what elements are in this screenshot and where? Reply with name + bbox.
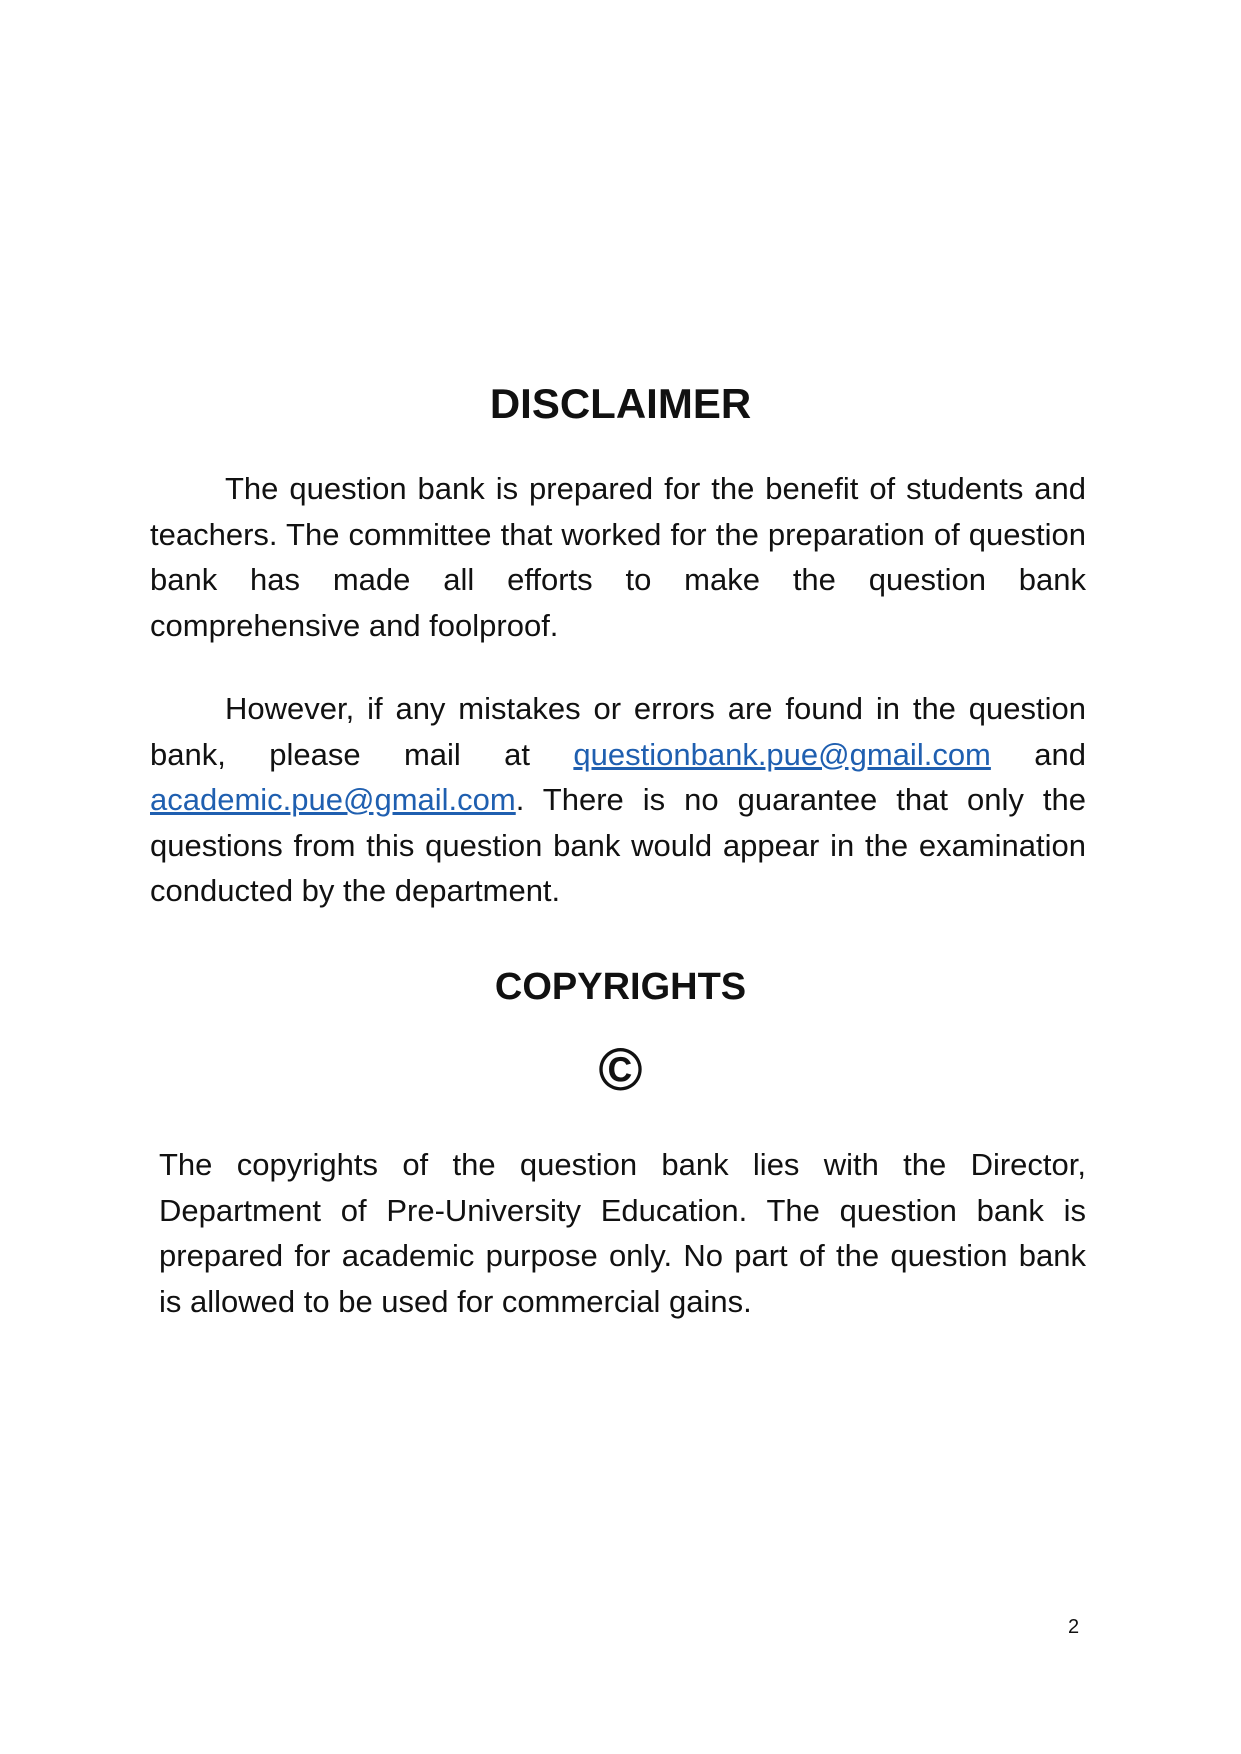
questionbank-email-link[interactable]: questionbank.pue@gmail.com — [573, 736, 991, 772]
disclaimer-paragraph-2-text-start: However, if any mistakes or errors are found in the question bank, please mail at — [150, 691, 1086, 772]
academic-email-link[interactable]: academic.pue@gmail.com — [150, 782, 516, 817]
disclaimer-paragraph-1-text: The question bank is prepared for the benefit of students and teachers. The committee that worked for the preparation of question bank has made all efforts to make the question bank comprehensive and foolproof. — [150, 471, 1086, 643]
disclaimer-paragraph-2 — [150, 686, 1086, 914]
disclaimer-paragraph-1 — [150, 466, 1086, 648]
copyrights-heading: COPYRIGHTS — [494, 966, 747, 1008]
copyrights-paragraph: The copyrights of the question bank lies with the Director, Department of Pre-University Education. The question bank is prepared for academic purpose only. No part of the question bank is allowed to be used for commercial gains. — [159, 1147, 1086, 1319]
disclaimer-paragraph-2-text-end: . There is no guarantee that only the questions from this question bank would appear in the examination conducted by the department. — [150, 782, 1086, 908]
copyright-icon: © — [598, 1036, 643, 1103]
disclaimer-heading: DISCLAIMER — [489, 380, 752, 427]
disclaimer-paragraph-2-text-between: and — [990, 736, 1086, 772]
page-number: 2 — [1068, 1616, 1080, 1638]
